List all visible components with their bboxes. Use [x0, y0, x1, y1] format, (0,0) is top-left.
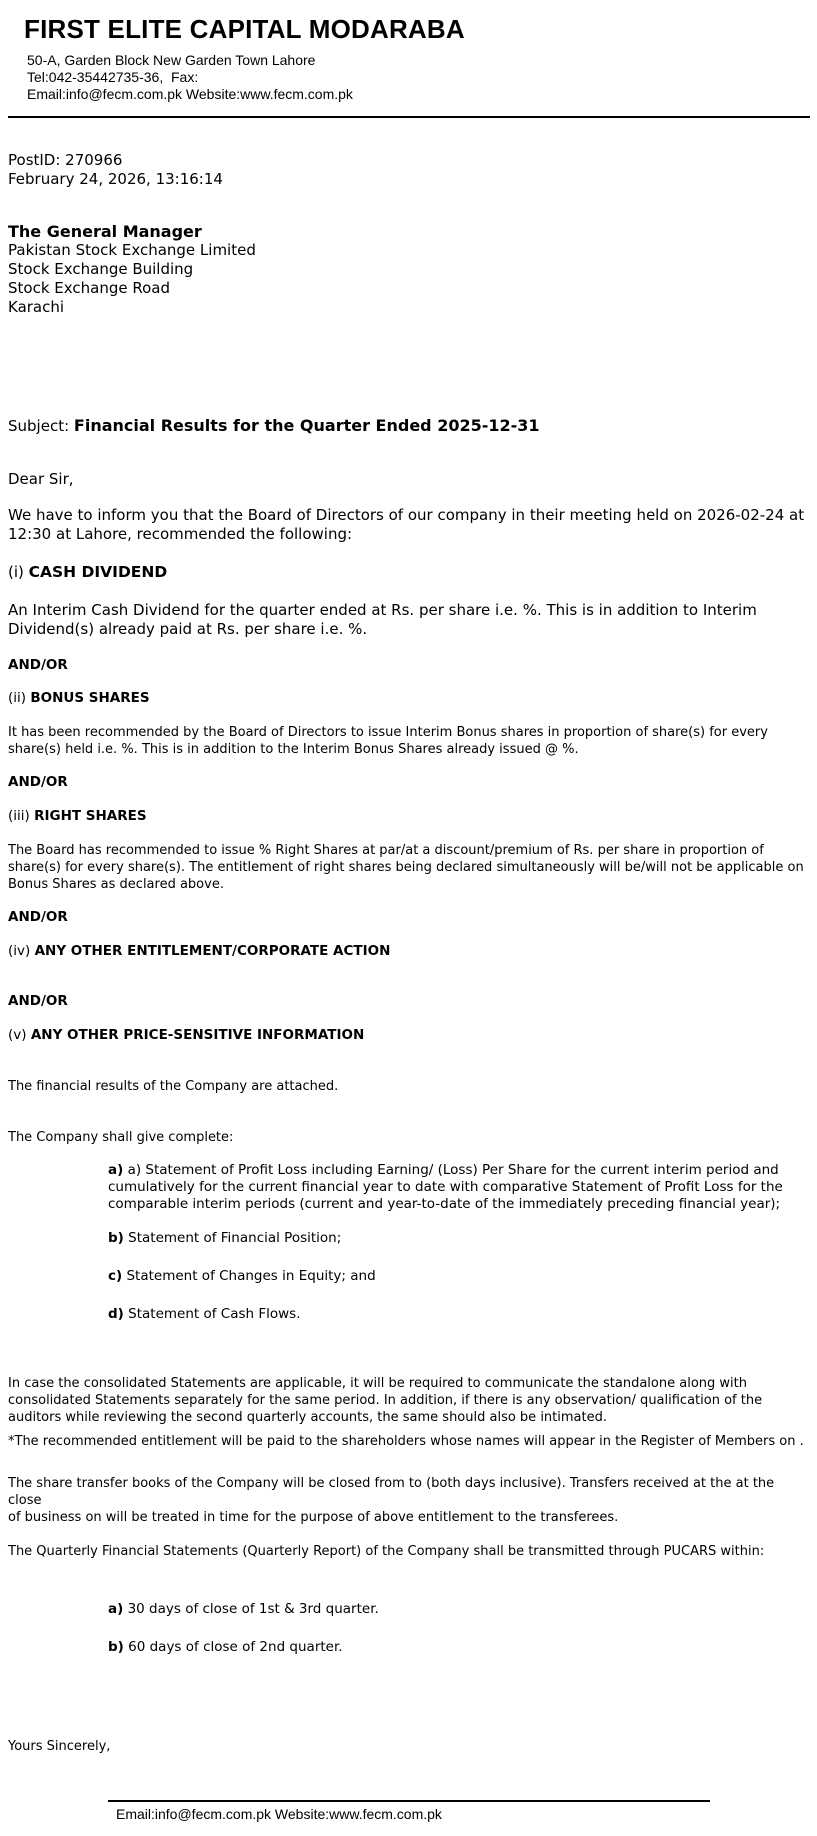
closing: Yours Sincerely, — [8, 1739, 111, 1754]
statement-item-d — [108, 1306, 798, 1323]
section-price-number: (v) — [8, 1027, 31, 1043]
statement-item-a — [108, 1162, 798, 1213]
recipient-line-3: Stock Exchange Road — [8, 279, 170, 297]
subject-line — [8, 416, 540, 435]
section-cash-title: CASH DIVIDEND — [28, 563, 168, 581]
pucars-item-a — [108, 1601, 798, 1618]
pucars-text-b: 60 days of close of 2nd quarter. — [123, 1639, 343, 1655]
company-name: FIRST ELITE CAPITAL MODARABA — [24, 14, 465, 44]
post-id: PostID: 270966 — [8, 151, 123, 169]
recipient-city: Karachi — [8, 298, 65, 316]
statement-letter-b: b) — [108, 1230, 124, 1246]
section-cash-body: An Interim Cash Dividend for the quarter ended at Rs. per share i.e. %. This is in addition to Interim Dividend(s) already paid at Rs. per share i.e. %. — [8, 601, 757, 638]
section-cash-number: (i) — [8, 563, 29, 581]
section-bonus-number: (ii) — [8, 690, 31, 706]
section-other-title: ANY OTHER ENTITLEMENT/CORPORATE ACTION — [34, 943, 391, 959]
statement-text-b: Statement of Financial Position; — [123, 1230, 342, 1246]
subject-label: Subject: — [8, 417, 74, 435]
andor-4: AND/OR — [8, 993, 68, 1009]
statement-item-b — [108, 1230, 798, 1247]
section-price-heading — [8, 1027, 364, 1044]
section-right-title: RIGHT SHARES — [34, 808, 147, 824]
andor-1: AND/OR — [8, 657, 68, 673]
section-bonus-title: BONUS SHARES — [30, 690, 150, 706]
recipient-line-1: Pakistan Stock Exchange Limited — [8, 241, 256, 259]
footer-divider — [108, 1800, 710, 1802]
letterhead — [8, 8, 808, 108]
section-bonus-body: It has been recommended by the Board of Directors to issue Interim Bonus shares in proportion of share(s) for every share(s) held i.e. %. This is in addition to the Interim Bonus Shares already issued @ %. — [8, 725, 768, 757]
pucars-text-a: 30 days of close of 1st & 3rd quarter. — [123, 1601, 379, 1617]
pucars-letter-b: b) — [108, 1639, 124, 1655]
consolidated-paragraph: In case the consolidated Statements are applicable, it will be required to communicate the standalone along with consolidated Statements separately for the same period. In addition, if there is any observation/ qualification of the auditors while reviewing the second quarterly accounts, the same should also be intimated. — [8, 1376, 763, 1425]
salutation: Dear Sir, — [8, 470, 74, 488]
section-bonus-heading — [8, 690, 150, 707]
intro-paragraph: We have to inform you that the Board of Directors of our company in their meeting held on 2026-02-24 at 12:30 at Lahore, recommended the following: — [8, 506, 805, 543]
pucars-paragraph: The Quarterly Financial Statements (Quarterly Report) of the Company shall be transmitted through PUCARS within: — [8, 1544, 765, 1559]
statement-text-d: Statement of Cash Flows. — [123, 1306, 301, 1322]
statement-item-c — [108, 1268, 798, 1285]
recipient-title: The General Manager — [8, 222, 202, 241]
andor-2: AND/OR — [8, 774, 68, 790]
footer-contact: Email:info@fecm.com.pk Website:www.fecm.com.pk — [116, 1806, 442, 1822]
section-other-heading — [8, 943, 390, 960]
company-address: 50-A, Garden Block New Garden Town Lahore — [27, 52, 316, 68]
section-right-body: The Board has recommended to issue % Right Shares at par/at a discount/premium of Rs. per share in proportion of share(s) for every share(s). The entitlement of right shares being declared simultaneously will be/will not be applicable on Bonus Shares as declared above. — [8, 843, 804, 892]
entitlement-paragraph: *The recommended entitlement will be paid to the shareholders whose names will appear in the Register of Members on . — [8, 1434, 804, 1449]
give-complete: The Company shall give complete: — [8, 1130, 234, 1145]
company-email-website: Email:info@fecm.com.pk Website:www.fecm.com.pk — [27, 86, 353, 102]
section-right-heading — [8, 808, 147, 825]
section-other-number: (iv) — [8, 943, 35, 959]
pucars-item-b — [108, 1639, 798, 1656]
statement-letter-a: a) — [108, 1162, 124, 1178]
recipient-line-2: Stock Exchange Building — [8, 260, 194, 278]
statement-text-a: a) Statement of Profit Loss including Earning/ (Loss) Per Share for the current interim period and cumulatively for the current financial year to date with comparative Statement of Profit Loss for the comparable interim periods (current and year-to-date of the immediately preceding financial year); — [108, 1162, 783, 1212]
section-price-title: ANY OTHER PRICE-SENSITIVE INFORMATION — [30, 1027, 365, 1043]
post-datetime: February 24, 2026, 13:16:14 — [8, 170, 223, 188]
subject-text: Financial Results for the Quarter Ended 2025-12-31 — [73, 416, 540, 435]
pucars-letter-a: a) — [108, 1601, 124, 1617]
header-divider — [8, 116, 810, 118]
results-attached: The financial results of the Company are attached. — [8, 1079, 339, 1094]
statement-text-c: Statement of Changes in Equity; and — [122, 1268, 376, 1284]
book-closure-line-1: The share transfer books of the Company will be closed from to (both days inclusive). Transfers received at the at the close — [8, 1476, 775, 1508]
section-cash-heading — [8, 563, 167, 581]
statement-letter-c: c) — [108, 1268, 123, 1284]
andor-3: AND/OR — [8, 909, 68, 925]
section-right-number: (iii) — [8, 808, 35, 824]
statement-letter-d: d) — [108, 1306, 124, 1322]
book-closure-line-2: of business on will be treated in time for the purpose of above entitlement to the transferees. — [8, 1510, 619, 1525]
company-phone-fax: Tel:042-35442735-36, Fax: — [27, 69, 199, 85]
